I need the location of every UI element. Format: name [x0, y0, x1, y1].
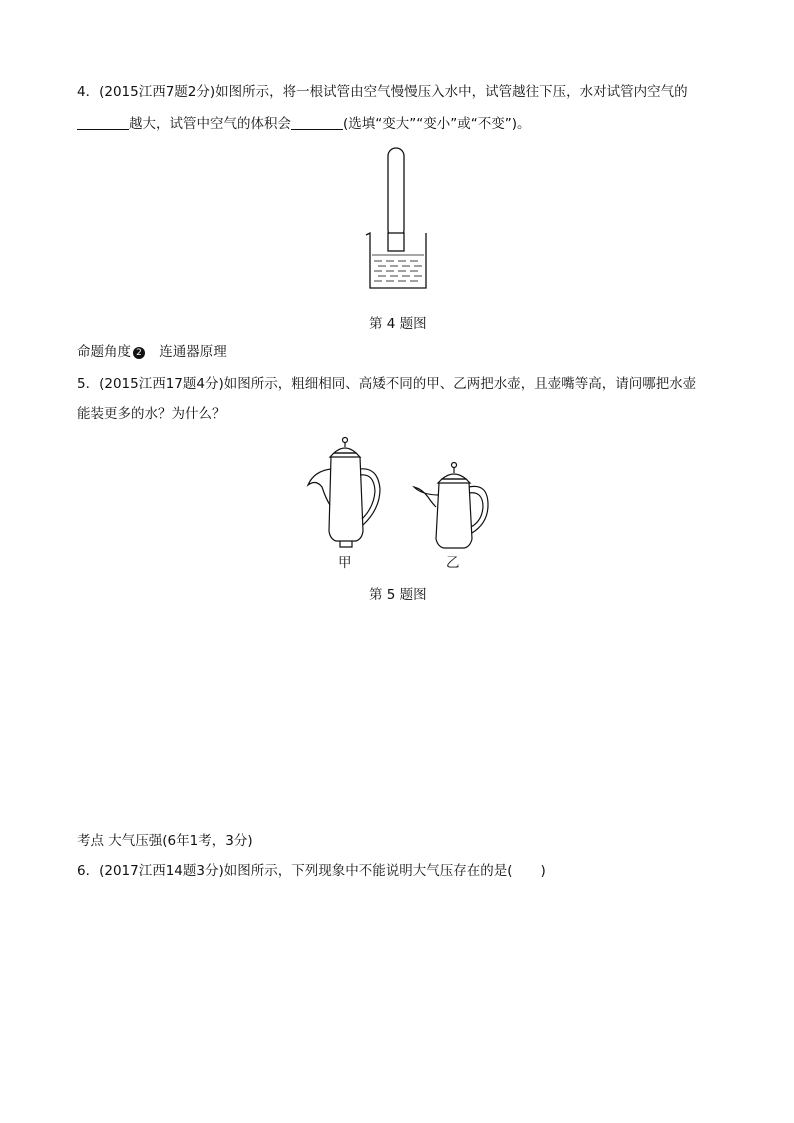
q4-figure-test-tube-beaker: [352, 145, 442, 295]
angle2-heading: [77, 342, 227, 362]
q5-source: (2015江西17题4分): [99, 376, 224, 392]
angle2-badge: 2: [133, 347, 145, 359]
q5-figure-kettles: [298, 435, 498, 570]
q5-figure-caption: 第 5 题图: [369, 587, 427, 603]
q5-text-line1: 如图所示，粗细相同、高矮不同的甲、乙两把水壶，且壶嘴等高，请问哪把水壶: [223, 376, 697, 392]
angle2-prefix: 命题角度: [77, 344, 131, 360]
q4-source: (2015江西7题2分): [99, 84, 216, 100]
q6-text-b: ): [540, 863, 546, 879]
angle2-title: 连通器原理: [159, 344, 227, 360]
kettle-yi: [414, 463, 488, 549]
q5-line1: [77, 374, 696, 394]
q5-text-line2: 能装更多的水？为什么？: [77, 406, 226, 422]
section-heading: [77, 831, 253, 851]
q4-line2: [77, 114, 531, 134]
q4-blank-1[interactable]: [77, 115, 129, 130]
q4-figure-caption: 第 4 题图: [369, 316, 427, 332]
q6-source: (2017江西14题3分): [99, 863, 224, 879]
section-title: 考点 大气压强(6年1考，3分): [77, 833, 253, 849]
q4-line1: [77, 82, 688, 102]
q5-label-jia: 甲: [338, 555, 352, 571]
q6-number: 6．: [77, 863, 100, 879]
q4-text-line2-a: 越大，试管中空气的体积会: [129, 116, 291, 132]
q5-number: 5．: [77, 376, 100, 392]
q4-number: 4．: [77, 84, 100, 100]
q4-text-line2-b: (选填“变大”“变小”或“不变”)。: [343, 116, 531, 132]
q6-text-a: 如图所示，下列现象中不能说明大气压存在的是(: [223, 863, 513, 879]
q5-label-yi: 乙: [446, 555, 460, 571]
q4-text-line1: 如图所示，将一根试管由空气慢慢压入水中，试管越往下压，水对试管内空气的: [215, 84, 688, 100]
kettle-jia: [308, 438, 380, 548]
q6-line1: [77, 861, 546, 881]
q4-blank-2[interactable]: [291, 115, 343, 130]
q5-line2: [77, 404, 226, 424]
